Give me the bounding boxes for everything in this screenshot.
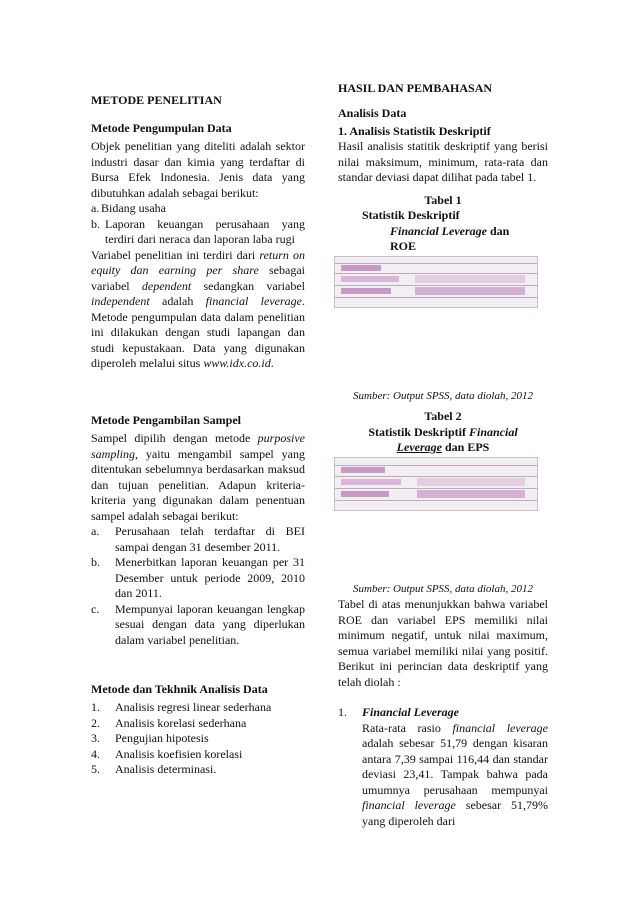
table1-source: Sumber: Output SPSS, data diolah, 2012 bbox=[353, 390, 533, 402]
pengumpulan-block bbox=[91, 139, 305, 372]
analisis-list bbox=[91, 700, 305, 778]
table2-source: Sumber: Output SPSS, data diolah, 2012 bbox=[353, 583, 533, 595]
subheading-statistik: 1. Analisis Statistik Deskriptif bbox=[338, 124, 491, 138]
table1-subtitle: Financial Leverage dan bbox=[390, 224, 510, 238]
paragraph-tabel: Tabel di atas menunjukkan bahwa variabel ROE dan variabel EPS memiliki nilai minimum negatif, untuk nilai maximum, semua variabel memiliki nilai yang positif. Berikut ini perincian data deskriptif yang telah diolah : bbox=[338, 597, 548, 689]
subheading-analisis: Metode dan Tekhnik Analisis Data bbox=[91, 682, 268, 696]
subheading-analisis-data: Analisis Data bbox=[338, 106, 407, 120]
table1-subtitle-2: ROE bbox=[390, 239, 417, 253]
table2-number: Tabel 2 bbox=[424, 409, 462, 423]
table2-image bbox=[334, 457, 538, 511]
section-title-metode: METODE PENELITIAN bbox=[91, 93, 222, 107]
list-item: 3. Pengujian hipotesis bbox=[91, 731, 209, 745]
table1-number: Tabel 1 bbox=[424, 193, 462, 207]
subheading-pengumpulan: Metode Pengumpulan Data bbox=[91, 121, 232, 135]
list-item: a. Perusahaan telah terdaftar di BEI sampai dengan 31 desember 2011. bbox=[91, 524, 305, 554]
table2-title: Statistik Deskriptif Financial bbox=[368, 425, 518, 439]
list-item-financial-leverage: 1. Financial Leverage Rata-rata rasio financial leverage adalah sebesar 51,79 dengan kisaran antara 7,39 sampai 116,44 dan standar deviasi 23,41. Tampak bahwa pada umumnya perusahaan mempunyai financial leverage sebesar 51,79% yang diperoleh dari bbox=[338, 705, 548, 828]
list-item: c. Mempunyai laporan keuangan lengkap sesuai dengan data yang diperlukan dalam variabel penelitian. bbox=[91, 601, 305, 647]
sampel-block bbox=[91, 431, 305, 648]
list-item: 1. Analisis regresi linear sederhana bbox=[91, 700, 272, 714]
list-item: 2. Analisis korelasi sederhana bbox=[91, 715, 247, 730]
paragraph-objek: Objek penelitian yang diteliti adalah sektor industri dasar dan kimia yang terdaftar di Bursa Efek Indonesia. Jenis data yang dibutuhkan adalah sebagai berikut: bbox=[91, 139, 305, 200]
table1-image bbox=[334, 256, 538, 308]
paragraph-sampel: Sampel dipilih dengan metode purposive sampling, yaitu mengambil sampel yang ditentukan sebelumnya berdasarkan maksud dan tujuan penelitian. Adapun kriteria-kriteria yang digunakan dalam penentuan sampel adalah sebagai berikut: bbox=[91, 431, 305, 523]
table1-title: Statistik Deskriptif bbox=[362, 208, 460, 222]
list-item: b. Menerbitkan laporan keuangan per 31 Desember untuk periode 2009, 2010 dan 2011. bbox=[91, 555, 305, 600]
list-item: 4. Analisis koefisien korelasi bbox=[91, 746, 243, 761]
list-item: a. Bidang usaha bbox=[91, 201, 166, 215]
list-item: b. Laporan keuangan perusahaan yang terdiri dari neraca dan laporan laba rugi bbox=[91, 216, 305, 246]
section-title-hasil: HASIL DAN PEMBAHASAN bbox=[338, 81, 493, 95]
paragraph-variabel: Variabel penelitian ini terdiri dari return on equity dan earning per share sebagai variabel dependent sedangkan variabel independent adalah financial leverage. Metode pengumpulan data dalam penelitian ini dilakukan dengan studi lapangan dan studi kepustakaan. Data yang digunakan diperoleh melalui situs www.idx.co.id. bbox=[91, 247, 305, 370]
table2-subtitle: Leverage dan EPS bbox=[396, 440, 490, 454]
subheading-sampel: Metode Pengambilan Sampel bbox=[91, 413, 241, 427]
list-item: 5. Analisis determinasi. bbox=[91, 762, 217, 776]
paragraph-hasil: Hasil analisis statitik deskriptif yang berisi nilai maksimum, minimum, rata-rata dan standar deviasi dapat dilihat pada tabel 1. bbox=[338, 139, 548, 184]
